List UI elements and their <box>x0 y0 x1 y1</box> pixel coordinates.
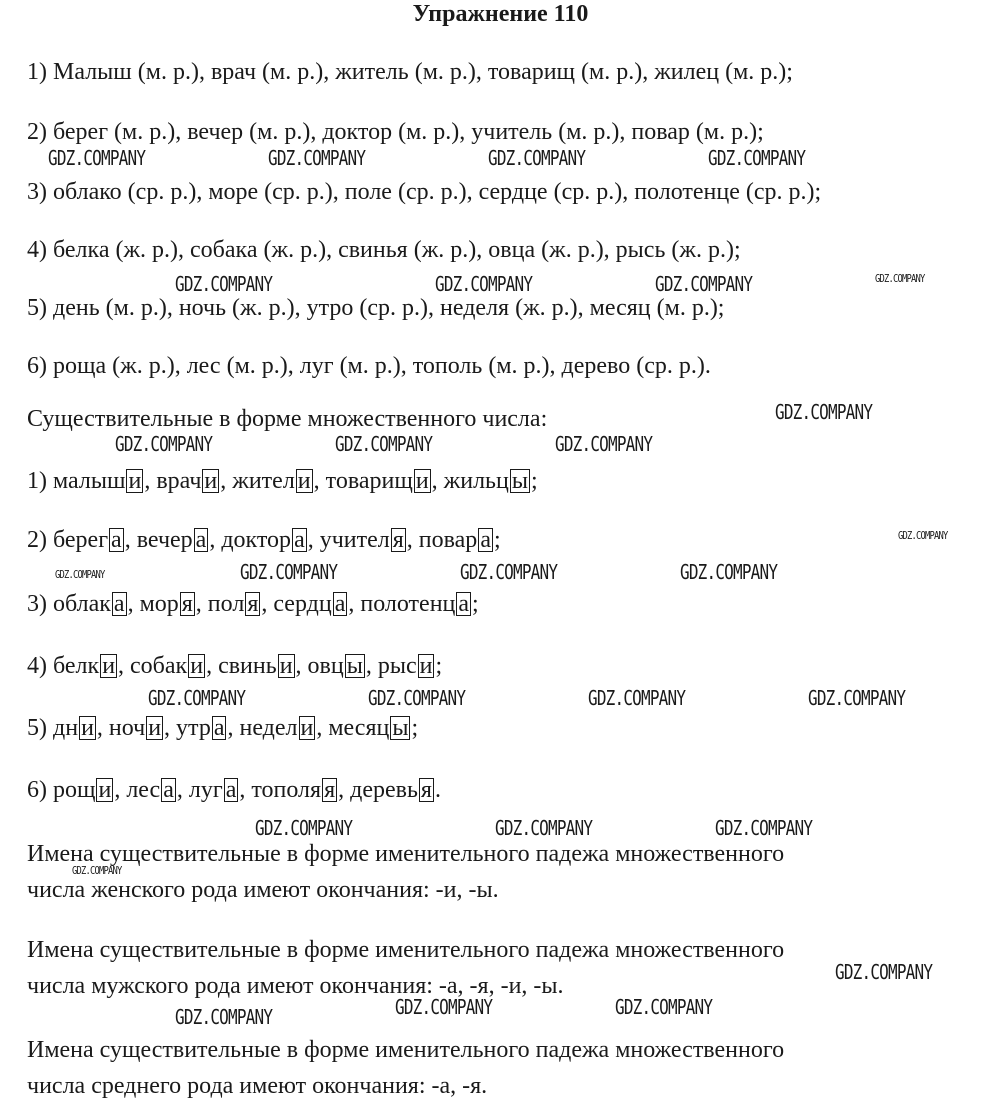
word-segment: мор <box>139 591 179 617</box>
watermark: GDZ.COMPANY <box>898 529 948 542</box>
watermark: GDZ.COMPANY <box>395 995 493 1019</box>
ending-box: а <box>111 527 122 553</box>
singular-line-4: 4) белка (ж. р.), собака (ж. р.), свинья (ж. р.), овца (ж. р.), рысь (ж. р.); <box>27 237 741 263</box>
word-segment: свинь <box>218 653 277 679</box>
conclusion-masculine-2: числа мужского рода имеют окончания: -а, -я, -и, -ы. <box>27 973 564 999</box>
ending-box: и <box>300 715 314 741</box>
watermark: GDZ.COMPANY <box>775 400 873 424</box>
word-segment: 3) <box>27 591 53 617</box>
word-segment: , <box>164 715 177 741</box>
word-segment: . <box>434 777 441 803</box>
word-segment: , <box>114 777 127 803</box>
word-segment: ; <box>493 527 501 553</box>
singular-line-6: 6) роща (ж. р.), лес (м. р.), луг (м. р.), тополь (м. р.), дерево (ср. р.). <box>27 353 711 379</box>
ending-box: я <box>420 777 432 803</box>
ending-box: а <box>334 591 346 617</box>
word-segment: ; <box>530 468 538 494</box>
ending-box: я <box>324 777 336 803</box>
plural-line-5 <box>27 714 418 742</box>
word-segment: тополя <box>251 777 322 803</box>
ending-box: ы <box>346 653 363 679</box>
word-segment: пол <box>207 591 245 617</box>
word-segment: белк <box>53 653 100 679</box>
word-segment: 5) <box>27 715 53 741</box>
word-segment: , <box>261 591 274 617</box>
ending-box: а <box>480 527 491 553</box>
singular-line-3: 3) облако (ср. р.), море (ср. р.), поле (ср. р.), сердце (ср. р.), полотенце (ср. р.); <box>27 179 822 205</box>
word-segment: , <box>144 468 157 494</box>
word-segment: , <box>348 591 361 617</box>
word-segment: , <box>307 527 320 553</box>
word-segment: лес <box>126 777 161 803</box>
word-segment: учител <box>319 527 390 553</box>
word-segment: , <box>124 527 137 553</box>
word-segment: утр <box>176 715 211 741</box>
watermark: GDZ.COMPANY <box>460 560 558 584</box>
watermark: GDZ.COMPANY <box>835 960 933 984</box>
word-segment: , <box>96 715 109 741</box>
watermark: GDZ.COMPANY <box>335 432 433 456</box>
word-segment: 1) <box>27 468 53 494</box>
watermark: GDZ.COMPANY <box>115 432 213 456</box>
watermark: GDZ.COMPANY <box>175 1005 273 1029</box>
plural-heading: Существительные в форме множественного числа: <box>27 406 548 432</box>
singular-line-5: 5) день (м. р.), ночь (ж. р.), утро (ср. р.), неделя (ж. р.), месяц (м. р.); <box>27 295 725 321</box>
ending-box: ы <box>392 715 409 741</box>
word-segment: 6) <box>27 777 53 803</box>
ending-box: и <box>128 468 142 494</box>
ending-box: а <box>163 777 174 803</box>
singular-line-1: 1) Малыш (м. р.), врач (м. р.), житель (м. р.), товарищ (м. р.), жилец (м. р.); <box>27 59 793 85</box>
ending-box: я <box>247 591 259 617</box>
word-segment: , <box>338 777 351 803</box>
watermark: GDZ.COMPANY <box>55 568 105 581</box>
ending-box: и <box>190 653 204 679</box>
ending-box: и <box>81 715 94 741</box>
word-segment: недел <box>239 715 298 741</box>
word-segment: , <box>195 591 208 617</box>
ending-box: и <box>148 715 162 741</box>
word-segment: ; <box>435 653 443 679</box>
conclusion-masculine-1: Имена существительные в форме именительного падежа множественного <box>27 937 785 963</box>
ending-box: а <box>113 591 125 617</box>
word-segment: жильц <box>443 468 509 494</box>
word-segment: товарищ <box>325 468 413 494</box>
ending-box: и <box>279 653 293 679</box>
word-segment: , <box>209 527 222 553</box>
word-segment: , <box>227 715 240 741</box>
word-segment: деревь <box>350 777 418 803</box>
watermark: GDZ.COMPANY <box>148 686 246 710</box>
word-segment: , <box>431 468 444 494</box>
watermark: GDZ.COMPANY <box>680 560 778 584</box>
word-segment: месяц <box>328 715 390 741</box>
word-segment: , <box>295 653 308 679</box>
watermark: GDZ.COMPANY <box>655 272 753 296</box>
word-segment: сердц <box>273 591 332 617</box>
word-segment: , <box>406 527 419 553</box>
exercise-title: Упражнение 110 <box>412 1 589 27</box>
word-segment: врач <box>156 468 202 494</box>
ending-box: и <box>98 777 112 803</box>
watermark: GDZ.COMPANY <box>255 816 353 840</box>
ending-box: а <box>213 715 225 741</box>
plural-line-2 <box>27 526 501 554</box>
word-segment: малыш <box>53 468 126 494</box>
watermark: GDZ.COMPANY <box>175 272 273 296</box>
word-segment: жител <box>232 468 295 494</box>
watermark: GDZ.COMPANY <box>555 432 653 456</box>
ending-box: я <box>181 591 193 617</box>
ending-box: а <box>294 527 305 553</box>
conclusion-feminine-2: числа женского рода имеют окончания: -и, -ы. <box>27 877 499 903</box>
word-segment: , <box>176 777 189 803</box>
word-segment: , <box>316 715 329 741</box>
plural-line-3 <box>27 590 479 618</box>
watermark: GDZ.COMPANY <box>240 560 338 584</box>
word-segment: повар <box>418 527 478 553</box>
ending-box: и <box>419 653 433 679</box>
watermark: GDZ.COMPANY <box>368 686 466 710</box>
conclusion-neuter-1: Имена существительные в форме именительного падежа множественного <box>27 1037 785 1063</box>
word-segment: луг <box>188 777 223 803</box>
word-segment: берег <box>53 527 109 553</box>
word-segment: , <box>118 653 131 679</box>
watermark: GDZ.COMPANY <box>708 146 806 170</box>
ending-box: и <box>297 468 311 494</box>
ending-box: я <box>392 527 404 553</box>
watermark: GDZ.COMPANY <box>875 272 925 285</box>
conclusion-feminine-1: Имена существительные в форме именительного падежа множественного <box>27 841 785 867</box>
watermark: GDZ.COMPANY <box>72 864 122 877</box>
watermark: GDZ.COMPANY <box>488 146 586 170</box>
ending-box: и <box>204 468 218 494</box>
word-segment: , <box>220 468 233 494</box>
word-segment: рыс <box>377 653 417 679</box>
word-segment: рощ <box>53 777 96 803</box>
ending-box: а <box>195 527 207 553</box>
plural-line-1 <box>27 467 538 495</box>
word-segment: , <box>239 777 252 803</box>
watermark: GDZ.COMPANY <box>268 146 366 170</box>
word-segment: , <box>365 653 378 679</box>
word-segment: , <box>313 468 326 494</box>
watermark: GDZ.COMPANY <box>495 816 593 840</box>
watermark: GDZ.COMPANY <box>615 995 713 1019</box>
watermark: GDZ.COMPANY <box>435 272 533 296</box>
word-segment: 2) <box>27 527 53 553</box>
word-segment: полотенц <box>360 591 456 617</box>
word-segment: вечер <box>136 527 193 553</box>
word-segment: ; <box>472 591 479 617</box>
watermark: GDZ.COMPANY <box>808 686 906 710</box>
word-segment: собак <box>130 653 188 679</box>
watermark: GDZ.COMPANY <box>715 816 813 840</box>
singular-line-2: 2) берег (м. р.), вечер (м. р.), доктор (м. р.), учитель (м. р.), повар (м. р.); <box>27 119 764 145</box>
watermark: GDZ.COMPANY <box>48 146 146 170</box>
word-segment: облак <box>53 591 111 617</box>
word-segment: доктор <box>221 527 292 553</box>
conclusion-neuter-2: числа среднего рода имеют окончания: -а, -я. <box>27 1073 488 1099</box>
ending-box: а <box>458 591 470 617</box>
ending-box: и <box>102 653 116 679</box>
ending-box: ы <box>511 468 528 494</box>
word-segment: овц <box>307 653 344 679</box>
ending-box: а <box>225 777 237 803</box>
plural-line-6 <box>27 776 441 804</box>
word-segment: ноч <box>108 715 146 741</box>
word-segment: ; <box>411 715 419 741</box>
word-segment: дн <box>53 715 79 741</box>
watermark: GDZ.COMPANY <box>588 686 686 710</box>
plural-line-4 <box>27 652 442 680</box>
ending-box: и <box>415 468 429 494</box>
word-segment: , <box>206 653 219 679</box>
word-segment: 4) <box>27 653 53 679</box>
word-segment: , <box>127 591 140 617</box>
